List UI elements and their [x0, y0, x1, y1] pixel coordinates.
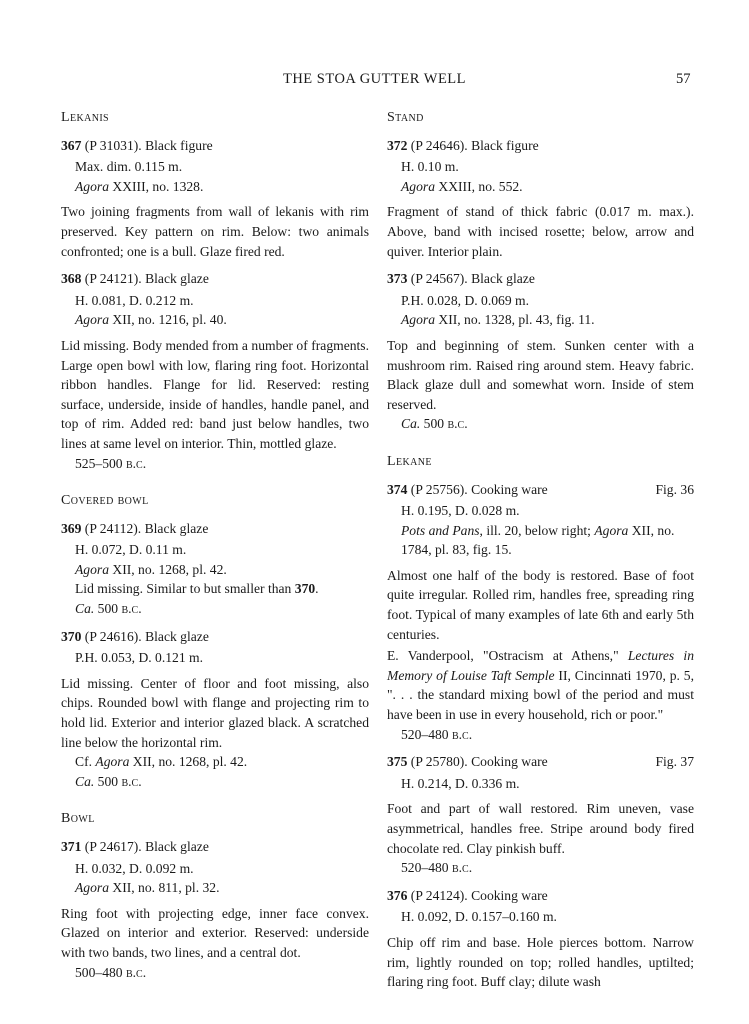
catalogue-entry-370	[61, 627, 369, 792]
entry-number: 370	[61, 628, 82, 644]
entry-description: Fragment of stand of thick fabric (0.017 m. max.). Above, band with incised rosette; below, arrow and quiver. Interior plain.	[387, 204, 694, 259]
catalogue-entry-369	[61, 519, 369, 619]
entry-description: Chip off rim and base. Hole pierces bottom. Narrow rim, lightly rounded on top; rolled handles, uptilted; flaring ring foot. Buff clay; dilute wash	[387, 934, 694, 990]
section-title-bowl: Bowl	[61, 811, 95, 827]
entry-description: Ring foot with projecting edge, inner face convex. Glazed on interior and exterior. Reserved: underside with two bands, two lines, and a central dot.	[61, 905, 369, 960]
entry-number: 368	[61, 271, 82, 287]
entry-reference: Agora XII, no. 1268, pl. 42.	[75, 561, 227, 577]
entry-dimensions: H. 0.10 m.	[401, 159, 459, 175]
entry-dimensions: Max. dim. 0.115 m.	[75, 159, 183, 175]
entry-date: 520–480 b.c.	[401, 726, 473, 742]
entry-title: (P 25756). Cooking ware	[407, 481, 548, 497]
catalogue-entry-374	[387, 480, 694, 745]
page-number: 57	[676, 71, 691, 87]
catalogue-entry-375	[387, 752, 694, 878]
entry-heading	[61, 837, 369, 857]
figure-reference: Fig. 36	[655, 481, 694, 497]
entry-title: (P 24112). Black glaze	[81, 520, 209, 536]
entry-reference: Agora XII, no. 811, pl. 32.	[75, 880, 220, 896]
entry-title: (P 24124). Cooking ware	[407, 887, 548, 903]
catalogue-entry-367	[61, 136, 369, 262]
entry-number: 375	[387, 754, 408, 770]
entry-date: 525–500 b.c.	[75, 455, 147, 471]
entry-reference: Agora XII, no. 1328, pl. 43, fig. 11.	[401, 312, 595, 328]
right-column	[387, 108, 694, 1000]
entry-heading	[387, 136, 694, 156]
left-column	[61, 108, 369, 990]
entry-dimensions: H. 0.214, D. 0.336 m.	[401, 775, 520, 791]
entry-description: Foot and part of wall restored. Rim uneven, vase asymmetrical, handles free. Stripe around body fired chocolate red. Clay pinkish buff.	[387, 801, 694, 856]
entry-reference: Agora XII, no. 1216, pl. 40.	[75, 312, 227, 328]
entry-title: (P 24646). Black figure	[407, 137, 539, 153]
entry-number: 374	[387, 481, 408, 497]
entry-dimensions: H. 0.081, D. 0.212 m.	[75, 292, 194, 308]
section-title-lekane: Lekane	[387, 453, 432, 469]
entry-reference: Agora XXIII, no. 1328.	[75, 178, 204, 194]
entry-description: Top and beginning of stem. Sunken center with a mushroom rim. Raised ring around stem. Heavy fabric. Black glaze dull and somewhat worn. Inside of stem reserved.	[387, 337, 694, 412]
section-title-lekanis: Lekanis	[61, 110, 110, 125]
entry-date: Ca. 500 b.c.	[75, 773, 142, 789]
catalogue-entry-368	[61, 269, 369, 473]
entry-description: Almost one half of the body is restored. Base of foot quite irregular. Rolled rim, handles free, spreading ring foot. Typical of many examples of late 6th and early 5th centuries.	[387, 567, 694, 642]
entry-number: 376	[387, 887, 408, 903]
entry-citation: E. Vanderpool, "Ostracism at Athens," Lectures in Memory of Louise Taft Semple II, Cincinnati 1970, p. 5, ". . . the standard mixing bowl of the period and must have been in use in every household, rich or poor."	[387, 648, 694, 723]
catalogue-entry-376	[387, 886, 694, 992]
entry-title: (P 24617). Black glaze	[81, 839, 209, 854]
entry-title: (P 31031). Black figure	[81, 137, 213, 153]
figure-reference: Fig. 37	[655, 754, 694, 770]
entry-heading	[387, 480, 694, 500]
entry-number: 369	[61, 520, 82, 536]
entry-title: (P 24567). Black glaze	[407, 271, 535, 287]
entry-number: 373	[387, 271, 408, 287]
entry-title: (P 25780). Cooking ware	[407, 754, 548, 770]
catalogue-entry-371	[61, 837, 369, 982]
entry-date: 500–480 b.c.	[75, 964, 147, 980]
entry-compare: Cf. Agora XII, no. 1268, pl. 42.	[75, 754, 248, 770]
entry-dimensions: H. 0.072, D. 0.11 m.	[75, 542, 187, 558]
entry-date: Ca. 500 b.c.	[75, 601, 142, 617]
section-title-covered-bowl: Covered bowl	[61, 493, 149, 509]
entry-title: (P 24121). Black glaze	[81, 271, 209, 287]
entry-heading	[61, 519, 369, 539]
entry-heading	[61, 627, 369, 647]
entry-number: 372	[387, 137, 408, 153]
entry-dimensions: P.H. 0.028, D. 0.069 m.	[401, 292, 530, 308]
entry-heading	[61, 136, 369, 156]
entry-description: Lid missing. Body mended from a number of fragments. Large open bowl with low, flaring ring foot. Horizontal ribbon handles. Flange for lid. Reserved: resting surface, underside, inside of handles, handle panel, and top of rim. Added red: band just below handles, two lines at same level on interior. Thin, mottled glaze.	[61, 337, 369, 451]
entry-date: 520–480 b.c.	[401, 860, 473, 876]
entry-heading	[387, 886, 694, 906]
entry-heading	[61, 269, 369, 289]
entry-dimensions: H. 0.092, D. 0.157–0.160 m.	[401, 909, 557, 925]
entry-heading	[387, 752, 694, 772]
entry-dimensions: H. 0.032, D. 0.092 m.	[75, 860, 194, 876]
entry-title: (P 24616). Black glaze	[81, 628, 209, 644]
entry-number: 367	[61, 137, 82, 153]
entry-description: Lid missing. Center of floor and foot missing, also chips. Rounded bowl with flange and projecting rim to hold lid. Exterior and interior glazed black. A scratched line below the horizontal rim.	[61, 675, 369, 750]
running-head: THE STOA GUTTER WELL	[282, 71, 467, 87]
entry-number: 371	[61, 839, 82, 854]
catalogue-entry-372	[387, 136, 694, 262]
entry-dimensions: H. 0.195, D. 0.028 m.	[401, 503, 520, 519]
catalogue-entry-373	[387, 269, 694, 434]
entry-note: Lid missing. Similar to but smaller than 370.	[75, 581, 319, 597]
entry-heading	[387, 269, 694, 289]
entry-description: Two joining fragments from wall of lekanis with rim preserved. Key pattern on rim. Below: two animals confronted; one is a bull. Glaze fired red.	[61, 204, 369, 259]
entry-reference: Agora XXIII, no. 552.	[401, 178, 523, 194]
section-title-stand: Stand	[387, 110, 424, 125]
entry-reference: Pots and Pans, ill. 20, below right; Agora XII, no. 1784, pl. 83, fig. 15.	[401, 522, 675, 558]
entry-dimensions: P.H. 0.053, D. 0.121 m.	[75, 650, 204, 666]
entry-date: Ca. 500 b.c.	[401, 416, 468, 432]
